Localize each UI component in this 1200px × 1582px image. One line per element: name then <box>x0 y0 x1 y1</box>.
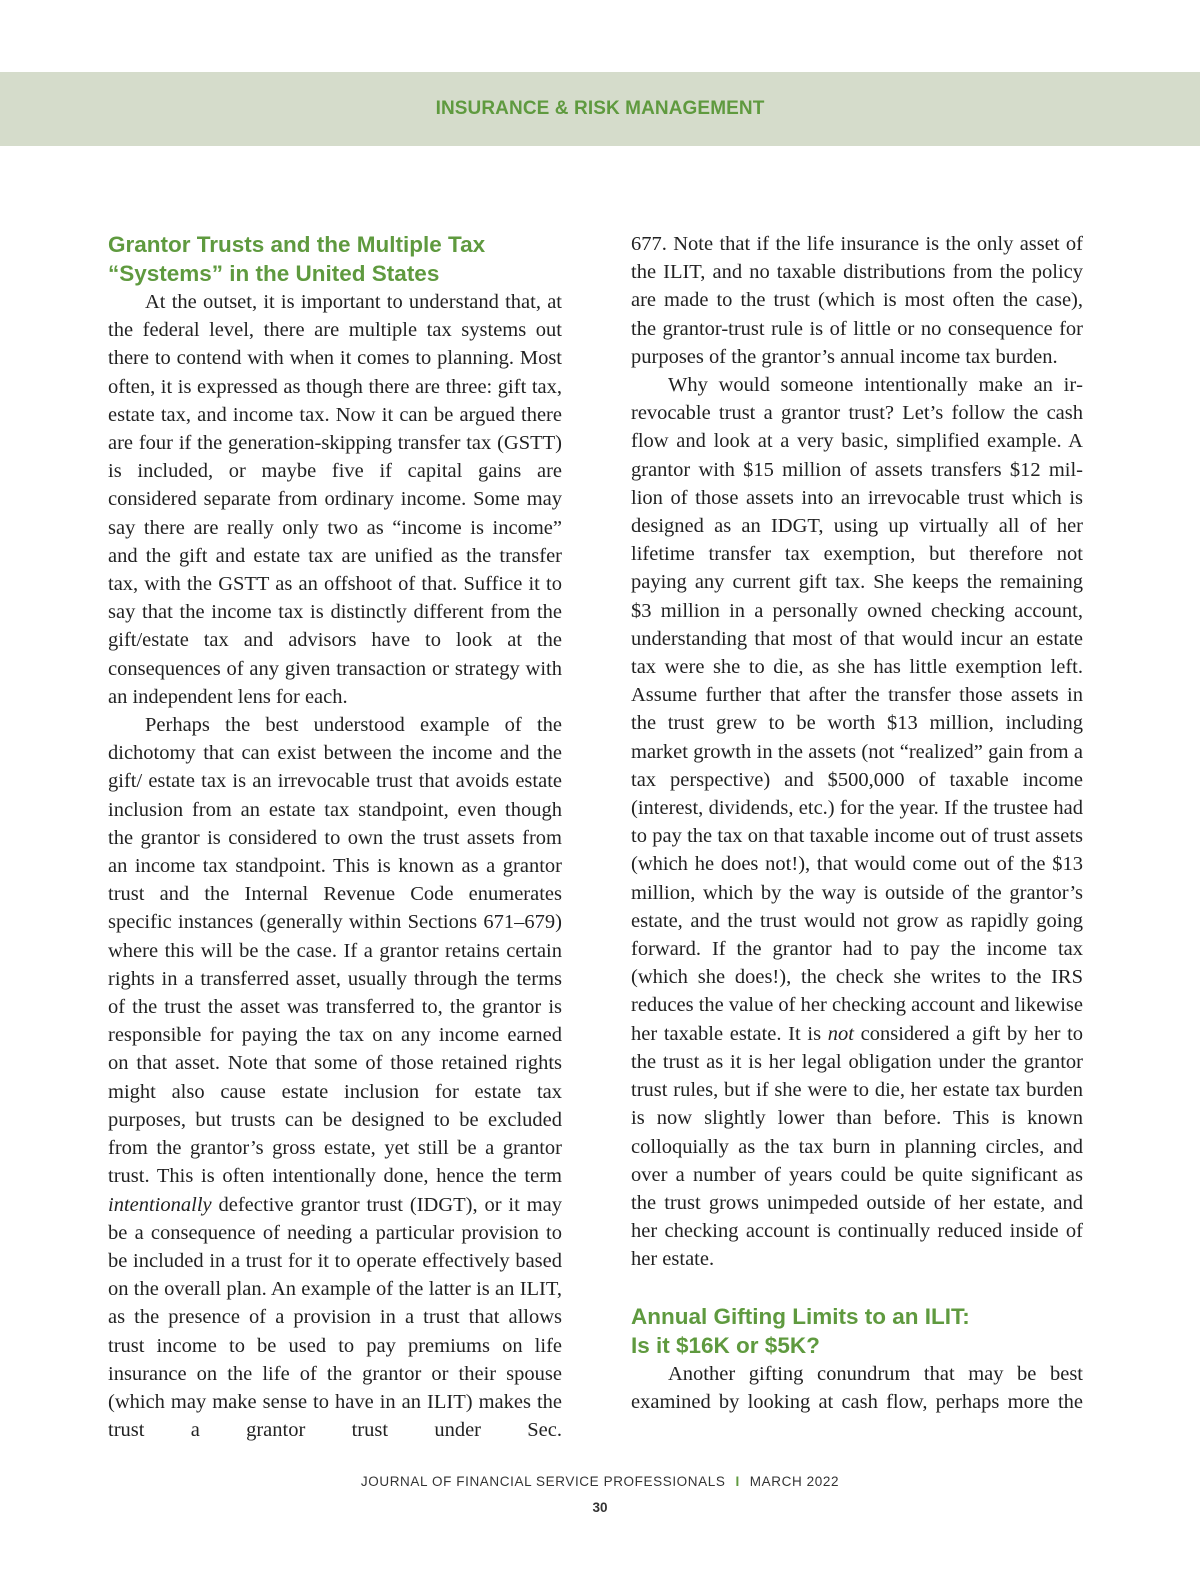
emphasis-text: intentionally <box>108 1193 212 1216</box>
article-heading: Grantor Trusts and the Multiple Tax “Systems” in the United States <box>108 232 486 286</box>
paragraph <box>631 371 1083 1274</box>
paragraph-text: considered a gift by her to the trust as it is her legal obligation under the grantor trust rules, but if she were to die, her estate tax burden is now slightly lower than before. This is known colloquially as the tax burn in planning circles, and over a number of years could be quite significant as the trust grows unimpeded outside of her estate, and her checking account is continually reduced inside of her estate. <box>631 1022 1084 1271</box>
paragraph-text: Why would someone intentionally make an irrevocable trust a grantor trust? Let’s follow the cash flow and look at a very basic, simplified example. A grantor with $15 million of assets transfers $12 million of those assets into an irrevocable trust which is designed as an IDGT, using up virtually all of her lifetime transfer tax exemption, but therefore not paying any current gift tax. She keeps the remaining $3 million in a personally owned checking account, understanding that most of that would incur an estate tax were she to die, as she has little exemption left. Assume further that after the transfer those assets in the trust grew to be worth $13 million, including market growth in the assets (not “realized” gain from a tax perspective) and $500,000 of taxable income (interest, dividends, etc.) for the year. If the trustee had to pay the tax on that taxable income out of trust assets (which he does not!), that would come out of the $13 million, which by the way is outside of the grantor’s estate, and the trust would not grow as rapidly going forward. If the grantor had to pay the income tax (which she does!), the check she writes to the IRS reduces the value of her checking account and likewise her taxable estate. It is <box>631 374 1083 1045</box>
left-column <box>108 230 562 1444</box>
subheading <box>631 1302 1083 1360</box>
paragraph: Another gifting conundrum that may be best examined by looking at cash flow, perhaps more the <box>631 1362 1083 1413</box>
subheading-line: Is it $16K or $5K? <box>631 1332 820 1358</box>
paragraph: At the outset, it is important to understand that, at the federal level, there are multiple tax systems out there to contend with when it comes to planning. Most often, it is expressed as though there are three: gift tax, estate tax, and income tax. Now it can be argued there are four if the generation-skipping transfer tax (GSTT) is included, or maybe five if capital gains are considered separate from ordinary income. Some may say there are really only two as “income is income” and the gift and estate tax are unified as the transfer tax, with the GSTT as an offshoot of that. Suffice it to say that the income tax is distinctly different from the gift/estate tax and advisors have to look at the consequences of any given transaction or strategy with an independent lens for each. <box>108 291 562 708</box>
footer <box>0 1474 1200 1489</box>
issue-date: MARCH 2022 <box>749 1474 840 1489</box>
subheading-line: Annual Gifting Limits to an ILIT: <box>631 1303 970 1329</box>
paragraph <box>108 711 562 1444</box>
page-number: 30 <box>592 1500 608 1515</box>
journal-name: JOURNAL OF FINANCIAL SERVICE PROFESSIONALS <box>360 1474 726 1489</box>
section-title: INSURANCE & RISK MANAGEMENT <box>435 98 765 119</box>
emphasis-text: not <box>827 1022 854 1045</box>
paragraph-text: defective grantor trust (IDGT), or it may be a consequence of needing a particular provision to be included in a trust for it to operate effectively based on the overall plan. An example of the latter is an ILIT, as the presence of a provision in a trust that allows trust income to be used to pay premiums on life insurance on the life of the grantor or their spouse (which may make sense to have in an ILIT) makes the trust a grantor trust under Sec. <box>108 1193 562 1442</box>
paragraph: 677. Note that if the life insurance is the only asset of the ILIT, and no taxable distributions from the policy are made to the trust (which is most often the case), the grantor-trust rule is of little or no consequence for purposes of the grantor’s annual income tax burden. <box>631 233 1083 368</box>
footer-separator: I <box>735 1474 740 1489</box>
paragraph-text: Perhaps the best understood example of the dichotomy that can exist between the income and the gift/ estate tax is an irrevocable trust that avoids estate inclusion from an estate tax standpoint, even though the grantor is considered to own the trust assets from an income tax standpoint. This is known as a grantor trust and the Internal Revenue Code enumerates specific instances (generally within Sections 671–679) where this will be the case. If a grantor retains certain rights in a transferred asset, usually through the terms of the trust the asset was transferred to, the grantor is responsible for paying the tax on any income earned on that asset. Note that some of those retained rights might also cause estate inclusion for estate tax purposes, but trusts can be designed to be excluded from the grantor’s gross estate, yet still be a grantor trust. This is often intentionally done, hence the term <box>108 714 562 1188</box>
section-header-band <box>0 72 1200 146</box>
right-column <box>631 230 1083 1416</box>
